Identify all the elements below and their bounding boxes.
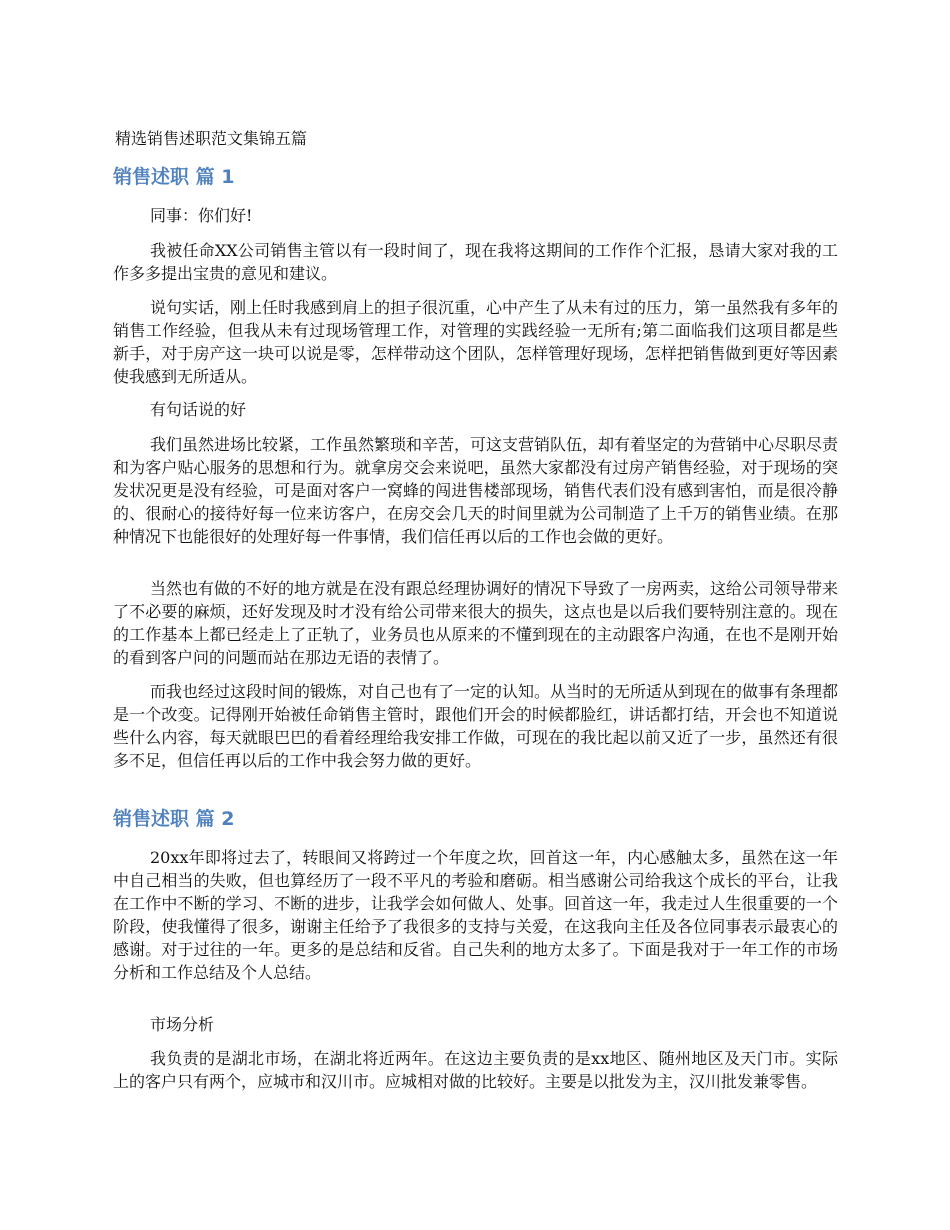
paragraph: 而我也经过这段时间的锻炼，对自己也有了一定的认知。从当时的无所适从到现在的做事有条理都是一个改变。记得刚开始被任命销售主管时，跟他们开会的时候都脸红，讲话都打结，开会也不知道说些什么内容，每天就眼巴巴的看着经理给我安排工作做，可现在的我比起以前又近了一步，虽然还有很多不足，但信任再以后的工作中我会努力做的更好。: [113, 682, 839, 770]
paragraph: 我负责的是湖北市场，在湖北将近两年。在这边主要负责的是xx地区、随州地区及天门市。实际上的客户只有两个，应城市和汉川市。应城相对做的比较好。主要是以批发为主，汉川批发兼零售。: [113, 1049, 838, 1091]
paragraph: 我被任命XX公司销售主管以有一段时间了，现在我将这期间的工作作个汇报，恳请大家对我的工作多多提出宝贵的意见和建议。: [113, 241, 838, 283]
paragraph: 我们虽然进场比较紧，工作虽然繁琐和辛苦，可这支营销队伍，却有着坚定的为营销中心尽职尽责和为客户贴心服务的思想和行为。就拿房交会来说吧，虽然大家都没有过房产销售经验，对于现场的突发状况更是没有经验，可是面对客户一窝蜂的闯进售楼部现场，销售代表们没有感到害怕，而是很冷静的、很耐心的接待好每一位来访客户，在房交会几天的时间里就为公司制造了上千万的销售业绩。在那种情况下也能很好的处理好每一件事情，我们信任再以后的工作也会做的更好。: [113, 435, 839, 546]
paragraph-greeting: 同事：你们好!: [150, 206, 253, 225]
paragraph: 20xx年即将过去了，转眼间又将跨过一个年度之坎，回首这一年，内心感触太多，虽然在这一年中自己相当的失败，但也算经历了一段不平凡的考验和磨砺。相当感谢公司给我这个成长的平台，让我在工作中不断的学习、不断的进步，让我学会如何做人、处事。回首这一年，我走过人生很重要的一个阶段，使我懂得了很多，谢谢主任给予了我很多的支持与关爱，在这我向主任及各位同事表示最衷心的感谢。对于过往的一年。更多的是总结和反省。自己失利的地方太多了。下面是我对于一年工作的市场分析和工作总结及个人总结。: [113, 848, 838, 982]
paragraph: 当然也有做的不好的地方就是在没有跟总经理协调好的情况下导致了一房两卖，这给公司领导带来了不必要的麻烦，还好发现及时才没有给公司带来很大的损失，这点也是以后我们要特别注意的。现在的工作基本上都已经走上了正轨了，业务员也从原来的不懂到现在的主动跟客户沟通，在也不是刚开始的看到客户问的问题而站在那边无语的表情了。: [113, 579, 839, 667]
paragraph: 有句话说的好: [150, 400, 247, 419]
section-heading-1: 销售述职 篇 1: [113, 166, 235, 188]
document-title: 精选销售述职范文集锦五篇: [115, 129, 308, 148]
paragraph-subheading: 市场分析: [150, 1015, 215, 1034]
section-heading-2: 销售述职 篇 2: [113, 808, 235, 830]
paragraph: 说句实话，刚上任时我感到肩上的担子很沉重，心中产生了从未有过的压力，第一虽然我有多年的销售工作经验，但我从未有过现场管理工作，对管理的实践经验一无所有;第二面临我们这项目都是些新手，对于房产这一块可以说是零，怎样带动这个团队，怎样管理好现场，怎样把销售做到更好等因素使我感到无所适从。: [113, 298, 839, 386]
